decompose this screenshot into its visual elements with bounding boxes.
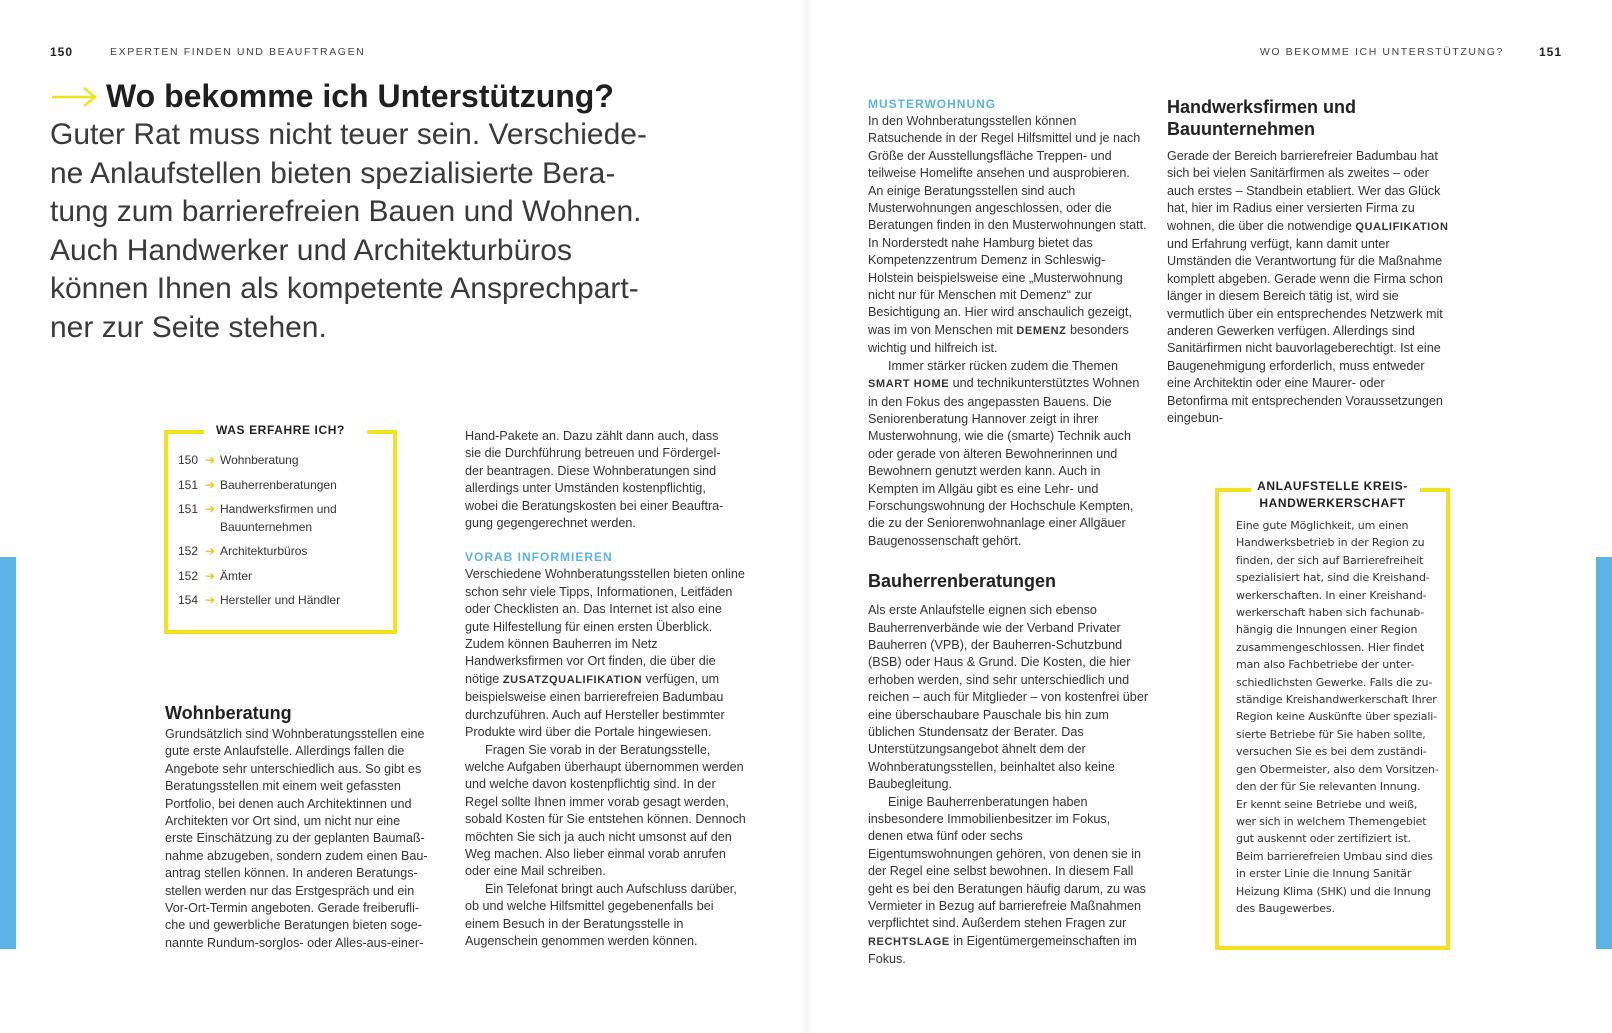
- sidebar-line: sierte Betriebe für Sie haben sollte,: [1236, 727, 1426, 741]
- sidebar-line: Beim barrierefreien Umbau sind dies: [1236, 849, 1433, 863]
- body-line: nahme abzugeben, sondern zudem einen Bau-: [165, 848, 428, 863]
- body-line: gung gegengerechnet werden.: [465, 516, 636, 531]
- toc-label: Handwerksfirmen und Bauunternehmen: [220, 502, 337, 534]
- body-line: nannte Rundum-sorglos- oder Alles-aus-einer-: [165, 935, 424, 950]
- body-line: Angebote sehr unterschiedlich aus. So gibt es: [165, 761, 422, 776]
- keyword: RECHTSLAGE: [868, 935, 950, 948]
- toc-page: 154: [178, 593, 199, 607]
- body-line: Architekten vor Ort sind, um nicht nur eine: [165, 814, 401, 829]
- toc-item[interactable]: [178, 592, 378, 610]
- left-edge-tab: [0, 557, 16, 949]
- sidebar-line: ständige Kreishandwerkerschaft Ihrer: [1236, 693, 1437, 707]
- toc-label: Architekturbüros: [220, 544, 308, 558]
- toc-label: Ämter: [220, 568, 253, 583]
- sidebar-line: Er kennt seine Betriebe und weiß,: [1236, 797, 1418, 811]
- body-line: gute erste Anlaufstelle. Allerdings fallen die: [165, 744, 405, 759]
- arrow-right-icon: ➔: [204, 593, 216, 607]
- toc-page: 151: [178, 502, 199, 516]
- intro-text: [50, 116, 690, 347]
- left-page-number: 150: [50, 45, 74, 59]
- body-line: Beratungsstellen mit einem weit gefassten: [165, 779, 401, 794]
- paragraph: Ein Telefonat bringt auch Aufschluss darüber, ob und welche Hilfsmittel gegebenenfalls bei einem Besuch in der Beratungsstelle in Augenschein genommen werden können.: [465, 881, 737, 948]
- sidebar-line: schiedlichsten Gewerke. Falls die zu-: [1236, 675, 1433, 689]
- right-page-number: 151: [1538, 45, 1562, 59]
- toc-page: 152: [178, 544, 199, 558]
- keyword: ZUSATZQUALIFIKATION: [502, 673, 643, 686]
- body-line: der beantragen. Diese Wohnberatungen sind: [465, 463, 717, 478]
- arrow-right-icon: ➔: [204, 502, 216, 516]
- section-heading: Handwerksfirmen und Bauunternehmen: [1167, 97, 1357, 139]
- paragraph: Einige Bauherrenberatungen haben insbesondere Immobilienbesitzer im Fokus, denen etwa fünf oder sechs Eigentumswohnungen gehören, von denen sie in der Regel eine selbst bewohnen. In diesem Fall geht es bei den Beratungen häufig darum, zu was Vermieter in Bezug auf barrierefreie Maßnahmen verpflichtet sind. Außerdem stehen Fragen zur RECHTSLAGE in Eigentümergemeinschaften im Fokus.: [868, 794, 1146, 967]
- sidebar-line: hängig die Innungen einer Region: [1236, 623, 1418, 637]
- body-line: che und gewerbliche Beratungen bieten soge-: [165, 918, 422, 933]
- toc-page: 152: [178, 568, 199, 583]
- body-line: Portfolio, bei denen auch Architektinnen und: [165, 796, 412, 811]
- body-line: Vor-Ort-Termin angeboten. Gerade freiberufli-: [165, 901, 420, 916]
- paragraph: Verschiedene Wohnberatungsstellen bieten online schon sehr viele Tipps, Informationen, Leitfäden oder Checklisten an. Das Internet ist also eine gute Hilfestellung für einen ersten Überblick. Zudem können Bauherren im Netz Handwerksfirmen vor Ort finden, die über die nötige ZUSATZQUALIFIKATION verfügen, um beispielsweise einen barrierefreien Badumbau durchzuführen. Auch auf Hersteller bestimmter Produkte wird über die Portale hingewiesen.: [465, 567, 745, 740]
- paragraph: Gerade der Bereich barrierefreier Badumbau hat sich bei vielen Sanitärfirmen als zweites – oder auch erstes – Standbein etabliert. Wer das Glück hat, hier im Radius einer versierten Firma zu wohnen, die über die notwendige QUALIFIKATION und Erfahrung verfügt, kann damit unter Umständen die Verantwortung für die Maßnahme komplett abgeben. Gerade wenn die Firma schon länger in diesem Bereich tätig ist, wird sie vermutlich über ein entsprechendes Netzwerk mit anderen Gewerken verfügen. Allerdings sind Sanitärfirmen nicht bauvorlageberechtigt. Ist eine Baugenehmigung erforderlich, muss entweder eine Architektin oder eine Maurer- oder Betonfirma mit entsprechenden Voraussetzungen eingebun-: [1167, 149, 1449, 426]
- sidebar-line: gut auskennt oder zertifiziert ist.: [1236, 832, 1411, 846]
- column-musterwohnung: [868, 95, 1148, 969]
- chapter-headline: [50, 78, 614, 115]
- sidebar-line: werkerschaft haben sich fachunab-: [1236, 606, 1425, 620]
- body-line: Hand-Pakete an. Dazu zählt dann auch, dass: [465, 429, 719, 443]
- body-line: Grundsätzlich sind Wohnberatungsstellen eine: [165, 727, 425, 741]
- sidebar-line: man also Fachbetriebe der unter-: [1236, 658, 1415, 672]
- sidebar-text: [1236, 517, 1441, 917]
- sidebar-line: Eine gute Möglichkeit, um einen: [1236, 519, 1409, 532]
- sidebar-line: gen Obermeister, also dem Vorsitzen-: [1236, 762, 1439, 776]
- section-kicker: VORAB INFORMIEREN: [465, 550, 613, 565]
- intro-line: ner zur Seite stehen.: [50, 310, 327, 344]
- toc-label: Bauherrenberatungen: [220, 477, 337, 492]
- keyword: SMART HOME: [868, 378, 950, 391]
- paragraph: Immer stärker rücken zudem die Themen SMART HOME und technikunterstütztes Wohnen in den Fokus des angepassten Bauens. Die Seniorenberatung Hannover zeigt in ihrer Musterwohnung, wie die (smarte) Technik auch oder gerade von älteren Bewohnerinnen und Bewohnern genutzt werden kann. Auch in Kempten im Allgäu gibt es eine Lehr- und Forschungswohnung der Hochschule Kempten, die zu der Seniorenwohnanlage einer Allgäuer Baugenossenschaft gehört.: [868, 358, 1140, 548]
- body-line: stellen werden nur das Erstgespräch und ein: [165, 883, 415, 898]
- section-heading: Wohnberatung: [165, 703, 292, 723]
- toc-item[interactable]: [178, 568, 378, 586]
- sidebar-line: Region keine Auskünfte über speziali-: [1236, 710, 1437, 724]
- column-vorab-informieren: [465, 428, 747, 950]
- body-line: allerdings unter Umständen kostenpflichtig,: [465, 481, 706, 496]
- paragraph: Fragen Sie vorab in der Beratungsstelle, welche Aufgaben überhaupt übernommen werden und welche davon kostenpflichtig sind. In der Regel sollte Ihnen immer vorab gesagt werden, sobald Kosten für Sie entstehen können. Dennoch möchten Sie sich ja auch nicht umsonst auf den Weg machen. Also lieber einmal vorab anrufen oder eine Mail schreiben.: [465, 742, 746, 879]
- body-line: sie die Durchführung betreuen und Fördergel-: [465, 446, 721, 461]
- keyword: DEMENZ: [1016, 324, 1067, 337]
- paragraph: Als erste Anlaufstelle eignen sich ebenso Bauherrenverbände wie der Verband Privater Bauherren (VPB), der Bauherren-Schutzbund (BSB) oder Haus & Grund. Die Kosten, die hier erhoben werden, sind sehr unterschiedlich und reichen – auch für Mitglieder – von kostenfrei über eine überschaubare Pauschale bis hin zum üblichen Stundensatz der Berater. Das Unterstützungsangebot ähnelt dem der Wohnberatungsstellen, beinhaltet also keine Baubegleitung.: [868, 603, 1149, 792]
- toc-list: [178, 452, 378, 617]
- sidebar-line: zusammengeschlossen. Hier findet: [1236, 640, 1425, 654]
- toc-page: 151: [178, 477, 199, 492]
- arrow-right-icon: ➔: [204, 477, 216, 492]
- sidebar-line: finden, der sich auf Barrierefreiheit: [1236, 553, 1424, 567]
- toc-label: Hersteller und Händler: [220, 593, 341, 607]
- keyword: QUALIFIKATION: [1355, 220, 1449, 233]
- toc-item[interactable]: [178, 477, 378, 495]
- section-kicker: MUSTERWOHNUNG: [868, 97, 997, 111]
- column-wohnberatung: [165, 702, 447, 952]
- right-edge-tab: [1596, 557, 1612, 949]
- sidebar-line: in erster Linie die Innung Sanitär: [1236, 867, 1412, 881]
- sidebar-line: des Baugewerbes.: [1236, 901, 1335, 915]
- intro-line: Auch Handwerker und Architekturbüros: [50, 233, 572, 267]
- column-handwerksfirmen: [1167, 96, 1449, 428]
- sidebar-line: spezialisiert hat, sind die Kreishand-: [1236, 571, 1430, 585]
- left-running-title: EXPERTEN FINDEN UND BEAUFTRAGEN: [110, 46, 366, 58]
- sidebar-line: werkerschaften. In einer Kreishand-: [1236, 588, 1427, 602]
- intro-line: Guter Rat muss nicht teuer sein. Verschiede-: [50, 118, 647, 151]
- toc-item[interactable]: [178, 543, 378, 561]
- body-line: erste Einschätzung zu der geplanten Baumaß-: [165, 831, 425, 846]
- toc-box: [164, 423, 397, 634]
- arrow-right-icon: ➔: [204, 453, 216, 467]
- sidebar-title: ANLAUFSTELLE KREIS- HANDWERKERSCHAFT: [1257, 479, 1408, 510]
- paragraph: In den Wohnberatungsstellen können Ratsuchende in der Regel Hilfsmittel und je nach Größe der Ausstellungsfläche Treppen- und teilweise Homelifte ansehen und ausprobieren. An einige Beratungsstellen sind auch Musterwohnungen angeschlossen, oder die Beratungen finden in den Musterwohnungen statt. In Norderstedt nahe Hamburg bietet das Kompetenzzentrum Demenz in Schleswig-Holstein beispielsweise eine „Musterwohnung nicht nur für Menschen mit Demenz“ zur Besichtigung an. Hier wird anschaulich gezeigt, was im von Menschen mit DEMENZ besonders wichtig und hilfreich ist.: [868, 114, 1147, 356]
- toc-item[interactable]: [178, 501, 378, 536]
- arrow-right-icon: [50, 85, 100, 109]
- sidebar-line: Heizung Klima (SHK) und die Innung: [1236, 884, 1431, 898]
- toc-item[interactable]: [178, 452, 378, 470]
- toc-page: 150: [178, 453, 199, 467]
- sidebar-line: wer sich in welchem Themengebiet: [1236, 814, 1427, 828]
- toc-title: WAS ERFAHRE ICH?: [216, 423, 345, 437]
- body-line: wobei die Beratungskosten bei einer Beauftra-: [465, 498, 724, 513]
- arrow-right-icon: ➔: [204, 544, 216, 558]
- headline-text: Wo bekomme ich Unterstützung?: [106, 78, 614, 114]
- sidebar-line: versuchen Sie es bei dem zuständi-: [1236, 745, 1427, 759]
- toc-label: Wohnberatung: [220, 453, 299, 467]
- intro-line: tung zum barrierefreien Bauen und Wohnen.: [50, 195, 642, 228]
- book-gutter: [800, 0, 814, 1033]
- sidebar-line: Handwerksbetrieb in der Region zu: [1236, 536, 1425, 550]
- intro-line: können Ihnen als kompetente Ansprechpart-: [50, 272, 639, 305]
- intro-line: ne Anlaufstellen bieten spezialisierte Bera-: [50, 156, 616, 190]
- body-line: antrag stellen können. In anderen Beratungs-: [165, 866, 418, 881]
- sidebar-line: den der für Sie relevanten Innung.: [1236, 780, 1421, 794]
- right-running-title: WO BEKOMME ICH UNTERSTÜTZUNG?: [1259, 46, 1504, 58]
- section-heading: Bauherrenberatungen: [868, 571, 1057, 592]
- sidebar-box-kreishandwerkerschaft: [1215, 479, 1450, 950]
- arrow-right-icon: ➔: [204, 568, 216, 583]
